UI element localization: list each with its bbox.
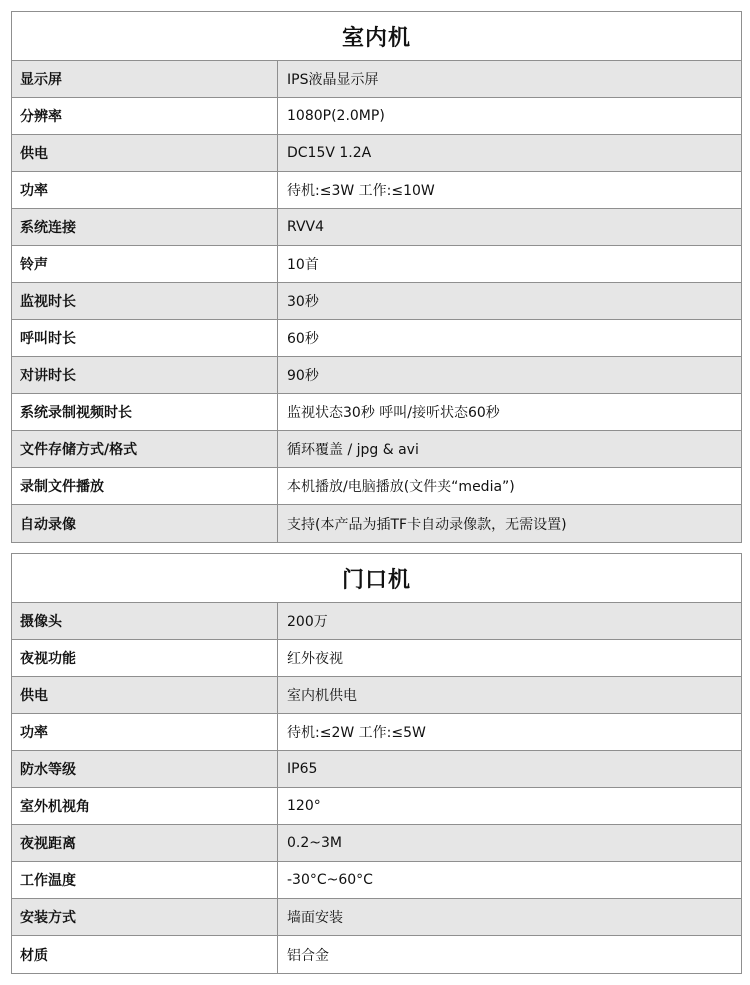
spec-row <box>12 320 741 357</box>
spec-value: 30秒 <box>287 294 319 310</box>
spec-value: 铝合金 <box>287 947 329 964</box>
spec-value: 120° <box>287 798 321 814</box>
outdoor-unit-spec-table <box>11 553 742 974</box>
outdoor-unit-title: 门口机 <box>12 554 741 603</box>
spec-label: 供电 <box>12 677 278 713</box>
spec-label: 夜视功能 <box>12 640 278 676</box>
spec-row <box>12 357 741 394</box>
spec-row <box>12 394 741 431</box>
spec-row <box>12 603 741 640</box>
spec-row <box>12 172 741 209</box>
spec-value: 墙面安装 <box>287 910 343 926</box>
outdoor-rows <box>12 603 741 973</box>
spec-row <box>12 98 741 135</box>
indoor-unit-spec-table <box>11 11 742 543</box>
spec-label: 材质 <box>12 936 278 973</box>
spec-value: IPS液晶显示屏 <box>287 72 379 88</box>
spec-label: 安装方式 <box>12 899 278 935</box>
spec-label: 呼叫时长 <box>12 320 278 356</box>
spec-label: 自动录像 <box>12 505 278 542</box>
spec-value: 1080P(2.0MP) <box>287 108 385 124</box>
spec-value: 监视状态30秒 呼叫/接听状态60秒 <box>287 405 500 421</box>
spec-row <box>12 825 741 862</box>
spec-label: 供电 <box>12 135 278 171</box>
spec-label: 摄像头 <box>12 603 278 639</box>
spec-row <box>12 640 741 677</box>
spec-row <box>12 431 741 468</box>
spec-value: 10首 <box>287 257 319 273</box>
spec-label: 显示屏 <box>12 61 278 97</box>
spec-value: 本机播放/电脑播放(文件夹“media”) <box>287 479 515 495</box>
spec-label: 防水等级 <box>12 751 278 787</box>
spec-row <box>12 61 741 98</box>
spec-value: DC15V 1.2A <box>287 145 372 161</box>
spec-value: 待机:≤2W 工作:≤5W <box>287 725 426 741</box>
spec-value: 室内机供电 <box>287 688 357 704</box>
spec-row <box>12 246 741 283</box>
spec-value: IP65 <box>287 761 318 777</box>
indoor-unit-title: 室内机 <box>12 12 741 61</box>
spec-row <box>12 788 741 825</box>
spec-row <box>12 899 741 936</box>
indoor-rows <box>12 61 741 542</box>
spec-label: 功率 <box>12 172 278 208</box>
spec-row <box>12 468 741 505</box>
spec-value: RVV4 <box>287 219 325 235</box>
spec-value: 循环覆盖 / jpg & avi <box>287 442 419 458</box>
spec-value: 支持(本产品为插TF卡自动录像款，无需设置) <box>287 516 567 533</box>
spec-row <box>12 209 741 246</box>
spec-row <box>12 862 741 899</box>
spec-label: 对讲时长 <box>12 357 278 393</box>
spec-row <box>12 936 741 973</box>
spec-value: 90秒 <box>287 368 319 384</box>
spec-label: 铃声 <box>12 246 278 282</box>
spec-value: 待机:≤3W 工作:≤10W <box>287 183 435 199</box>
spec-row <box>12 135 741 172</box>
spec-label: 监视时长 <box>12 283 278 319</box>
spec-label: 分辨率 <box>12 98 278 134</box>
spec-row <box>12 283 741 320</box>
spec-row <box>12 677 741 714</box>
spec-label: 工作温度 <box>12 862 278 898</box>
spec-label: 室外机视角 <box>12 788 278 824</box>
spec-value: 200万 <box>287 614 328 630</box>
spec-label: 夜视距离 <box>12 825 278 861</box>
spec-label: 系统录制视频时长 <box>12 394 278 430</box>
spec-value: 0.2~3M <box>287 835 342 851</box>
spec-value: -30°C~60°C <box>287 872 373 888</box>
spec-label: 录制文件播放 <box>12 468 278 504</box>
spec-row <box>12 751 741 788</box>
spec-row <box>12 505 741 542</box>
spec-value: 红外夜视 <box>287 651 343 667</box>
spec-label: 系统连接 <box>12 209 278 245</box>
spec-row <box>12 714 741 751</box>
spec-label: 文件存储方式/格式 <box>12 431 278 467</box>
spec-value: 60秒 <box>287 331 319 347</box>
spec-label: 功率 <box>12 714 278 750</box>
